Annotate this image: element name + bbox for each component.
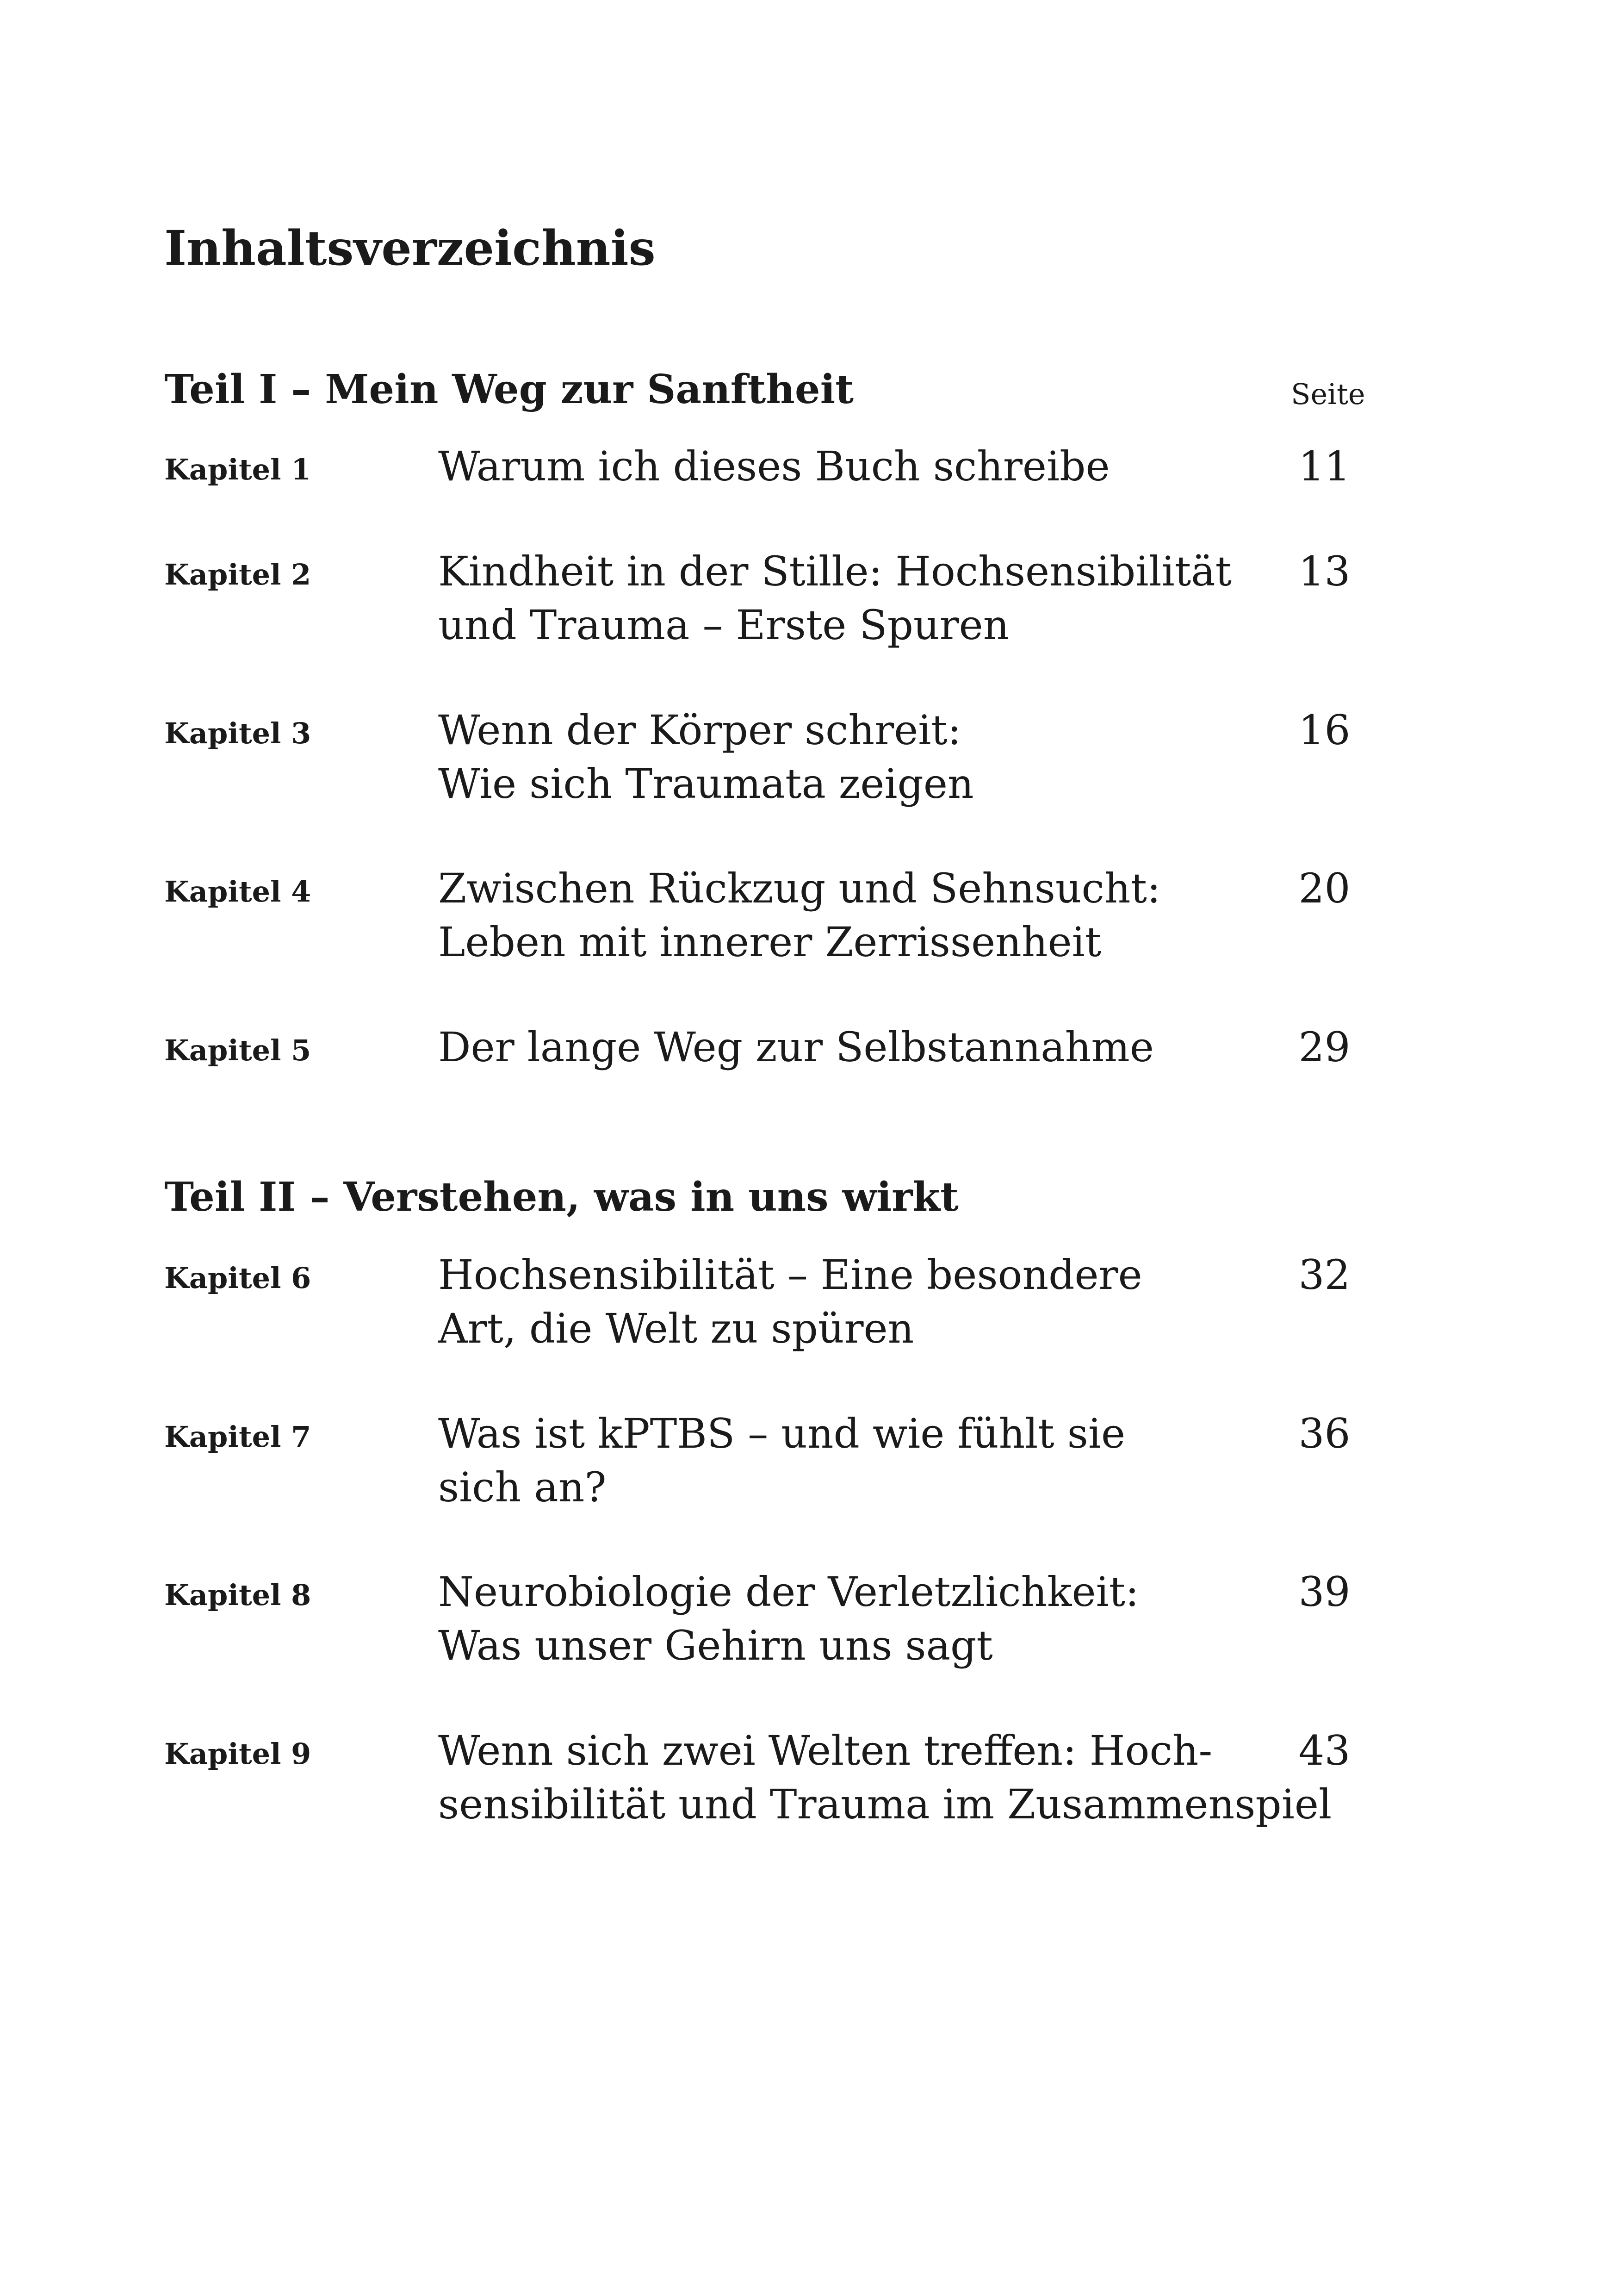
chapter-label: Kapitel 3 xyxy=(164,716,311,750)
chapter-title xyxy=(438,1020,1271,1074)
chapter-page-number: 13 xyxy=(1298,548,1351,595)
chapter-label: Kapitel 5 xyxy=(164,1033,311,1067)
chapter-title xyxy=(438,1565,1271,1673)
chapter-label: Kapitel 2 xyxy=(164,558,311,591)
chapter-title-line: und Trauma – Erste Spuren xyxy=(438,601,1010,649)
chapter-title-line: Art, die Welt zu spüren xyxy=(438,1305,914,1352)
chapter-title xyxy=(438,440,1271,493)
chapter-title-line: Hochsensibilität – Eine besondere xyxy=(438,1251,1142,1299)
chapter-title xyxy=(438,1407,1271,1514)
chapter-page-number: 16 xyxy=(1298,706,1351,754)
part-heading-2: Teil II – Verstehen, was in uns wirkt xyxy=(164,1174,959,1220)
chapter-page-number: 29 xyxy=(1298,1023,1351,1071)
chapter-page-number: 11 xyxy=(1298,442,1351,490)
chapter-title-line: Neurobiologie der Verletzlichkeit: xyxy=(438,1568,1139,1616)
chapter-title-line: sich an? xyxy=(438,1463,607,1511)
chapter-page-number: 20 xyxy=(1298,865,1351,912)
chapter-title-line: Wie sich Traumata zeigen xyxy=(438,760,974,808)
chapter-title-line: sensibilität und Trauma im Zusammenspiel xyxy=(438,1780,1332,1828)
page-title: Inhaltsverzeichnis xyxy=(164,220,656,276)
page-column-label: Seite xyxy=(1291,377,1365,411)
part-heading-1: Teil I – Mein Weg zur Sanftheit xyxy=(164,366,854,413)
chapter-title-line: Zwischen Rückzug und Sehnsucht: xyxy=(438,865,1161,912)
chapter-title xyxy=(438,862,1271,969)
chapter-title-line: Was unser Gehirn uns sagt xyxy=(438,1622,993,1669)
chapter-title-line: Leben mit innerer Zerrissenheit xyxy=(438,918,1102,966)
chapter-title-line: Wenn sich zwei Welten treffen: Hoch- xyxy=(438,1727,1213,1774)
chapter-title xyxy=(438,703,1271,811)
chapter-title-line: Kindheit in der Stille: Hochsensibilität xyxy=(438,548,1232,595)
chapter-page-number: 32 xyxy=(1298,1251,1351,1299)
chapter-label: Kapitel 4 xyxy=(164,875,311,908)
chapter-label: Kapitel 8 xyxy=(164,1578,311,1612)
chapter-page-number: 36 xyxy=(1298,1410,1351,1457)
chapter-page-number: 43 xyxy=(1298,1727,1351,1774)
chapter-page-number: 39 xyxy=(1298,1568,1351,1616)
chapter-label: Kapitel 7 xyxy=(164,1420,311,1454)
chapter-label: Kapitel 6 xyxy=(164,1261,311,1295)
chapter-label: Kapitel 1 xyxy=(164,453,311,486)
chapter-title-line: Wenn der Körper schreit: xyxy=(438,706,961,754)
chapter-title-line: Der lange Weg zur Selbstannahme xyxy=(438,1023,1154,1071)
chapter-title-line: Warum ich dieses Buch schreibe xyxy=(438,442,1110,490)
chapter-label: Kapitel 9 xyxy=(164,1737,311,1771)
chapter-title xyxy=(438,545,1271,652)
chapter-title xyxy=(438,1248,1271,1356)
chapter-title-line: Was ist kPTBS – und wie fühlt sie xyxy=(438,1410,1126,1457)
